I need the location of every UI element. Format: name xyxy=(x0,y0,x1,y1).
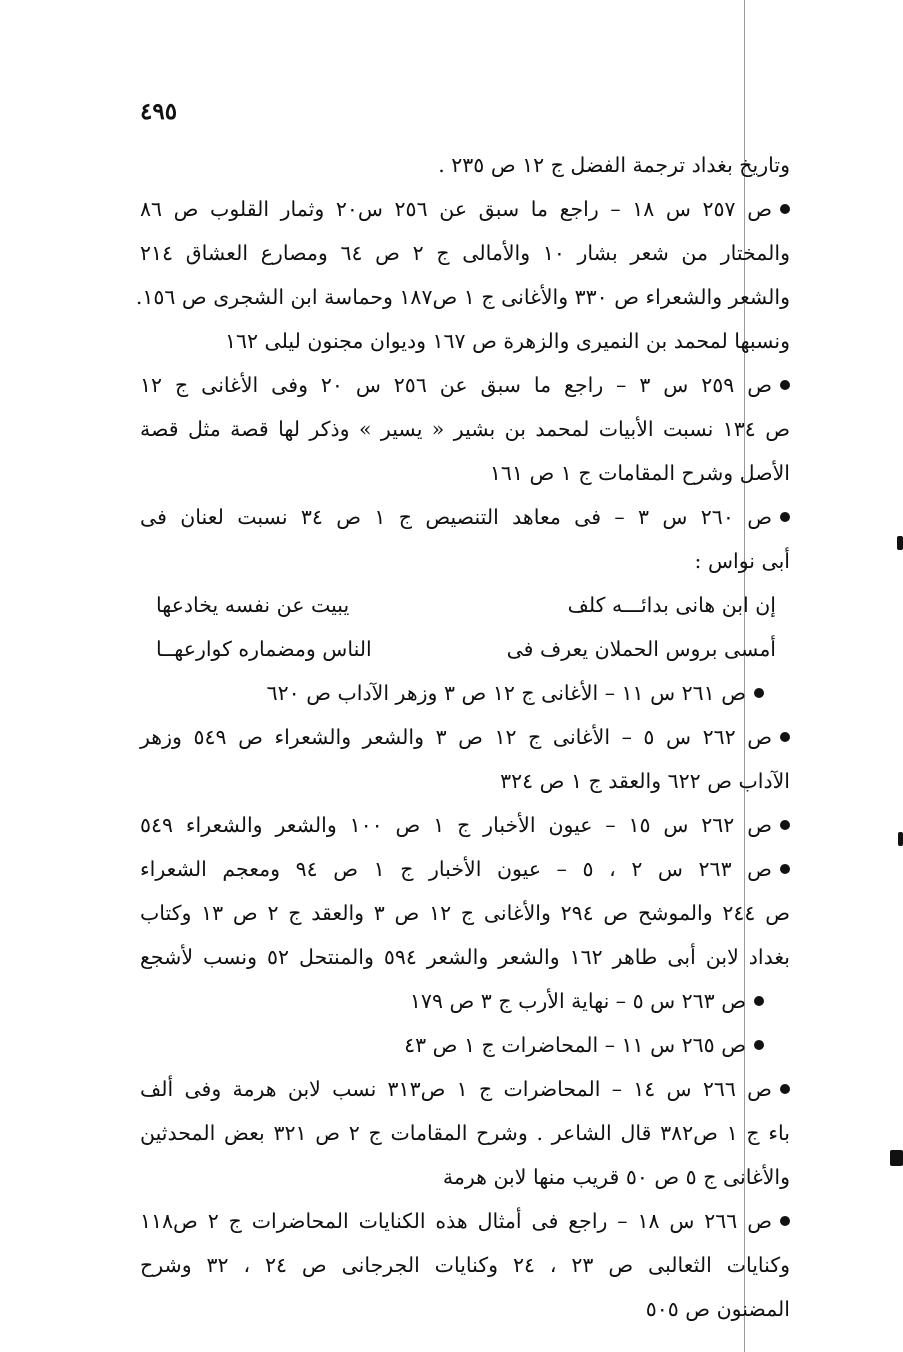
text-line xyxy=(140,451,790,495)
notes-block-1 xyxy=(135,143,790,583)
line-text: ص ٢٦٠ س ٣ – فى معاهد التنصيص ج ١ ص ٣٤ نسبت لعنان فى xyxy=(140,505,772,529)
verse-block xyxy=(140,583,790,671)
text-line xyxy=(140,803,790,847)
text-line xyxy=(140,979,790,1023)
text-line xyxy=(140,715,790,759)
text-line xyxy=(140,1023,790,1067)
text-line xyxy=(140,407,790,451)
text-line xyxy=(140,891,790,935)
line-text: ص ١٣٤ نسبت الأبيات لمحمد بن بشير « يسير » وذكر لها قصة مثل قصة xyxy=(140,417,790,441)
verse-line xyxy=(140,583,790,627)
bullet-icon xyxy=(780,864,790,874)
line-text: الآداب ص ٦٢٢ والعقد ج ١ ص ٣٢٤ xyxy=(500,769,790,793)
line-text: ص ٢٦١ س ١١ – الأغانى ج ١٢ ص ٣ وزهر الآداب ص ٦٢٠ xyxy=(266,681,746,705)
text-line xyxy=(140,363,790,407)
text-line xyxy=(140,1287,790,1331)
document-body xyxy=(135,143,791,1331)
edge-mark xyxy=(898,832,903,846)
verse-first-hemistich: أمسى بروس الحملان يعرف فى xyxy=(506,637,776,661)
verse-second-hemistich: الناس ومضماره كوارعهــا xyxy=(156,637,372,661)
text-line xyxy=(140,319,790,363)
bullet-icon xyxy=(780,380,790,390)
line-text: والأغانى ج ٥ ص ٥٠ قريب منها لابن هرمة xyxy=(442,1165,790,1189)
text-line xyxy=(140,935,790,979)
line-text: ص ٢٦٦ س ١٨ – راجع فى أمثال هذه الكنايات المحاضرات ج ٢ ص١١٨ xyxy=(140,1209,772,1233)
line-text: ص ٢٥٩ س ٣ – راجع ما سبق عن ٢٥٦ س ٢٠ وفى الأغانى ج ١٢ xyxy=(140,373,772,397)
notes-block-2 xyxy=(140,671,790,1331)
text-line xyxy=(140,1067,790,1111)
line-text: الأصل وشرح المقامات ج ١ ص ١٦١ xyxy=(489,461,790,485)
bullet-icon xyxy=(780,1084,790,1094)
text-line xyxy=(140,759,790,803)
text-line xyxy=(140,539,790,583)
line-text: ص ٢٦٢ س ٥ – الأغانى ج ١٢ ص ٣ والشعر والشعراء ص ٥٤٩ وزهر xyxy=(140,725,772,749)
line-text: أبى نواس : xyxy=(694,549,790,573)
text-line xyxy=(140,671,790,715)
text-line xyxy=(140,1243,790,1287)
bullet-icon xyxy=(754,996,764,1006)
edge-mark xyxy=(897,536,903,550)
text-line xyxy=(140,495,790,539)
text-line xyxy=(140,1155,790,1199)
bullet-icon xyxy=(780,204,790,214)
line-text: والشعر والشعراء ص ٣٣٠ والأغانى ج ١ ص١٨٧ وحماسة ابن الشجرى ص ١٥٦. xyxy=(135,285,790,309)
bullet-icon xyxy=(780,820,790,830)
line-text: وتاريخ بغداد ترجمة الفضل ج ١٢ ص ٢٣٥ . xyxy=(438,153,790,177)
text-line xyxy=(140,231,790,275)
bullet-icon xyxy=(780,732,790,742)
line-text: ونسبها لمحمد بن النميرى والزهرة ص ١٦٧ وديوان مجنون ليلى ١٦٢ xyxy=(224,329,790,353)
text-line xyxy=(140,143,790,187)
line-text: ص ٢٦٣ س ٢ ، ٥ – عيون الأخبار ج ١ ص ٩٤ ومعجم الشعراء xyxy=(140,857,772,881)
text-line xyxy=(135,275,790,319)
line-text: ص ٢٦٥ س ١١ – المحاضرات ج ١ ص ٤٣ xyxy=(404,1033,746,1057)
bullet-icon xyxy=(780,1216,790,1226)
line-text: بغداد لابن أبى طاهر ١٦٢ والشعر والشعر ٥٩٤ والمنتحل ٥٢ ونسب لأشجع xyxy=(140,945,790,969)
edge-mark xyxy=(890,1150,903,1166)
bullet-icon xyxy=(780,512,790,522)
text-line xyxy=(140,847,790,891)
line-text: ص ٢٤٤ والموشح ص ٢٩٤ والأغانى ج ١٢ ص ٣ والعقد ج ٢ ص ١٣ وكتاب xyxy=(140,901,790,925)
page-number: ٤٩٥ xyxy=(140,98,178,125)
line-text: باء ج ١ ص٣٨٢ قال الشاعر . وشرح المقامات ج ٢ ص ٣٢١ بعض المحدثين xyxy=(140,1121,790,1145)
text-line xyxy=(140,187,790,231)
line-text: ص ٢٦٦ س ١٤ – المحاضرات ج ١ ص٣١٣ نسب لابن هرمة وفى ألف xyxy=(140,1077,772,1101)
bullet-icon xyxy=(754,1040,764,1050)
line-text: ص ٢٦٢ س ١٥ – عيون الأخبار ج ١ ص ١٠٠ والشعر والشعراء ٥٤٩ xyxy=(140,813,772,837)
line-text: المضنون ص ٥٠٥ xyxy=(645,1297,790,1321)
verse-second-hemistich: يبيت عن نفسه يخادعها xyxy=(156,593,350,617)
text-line xyxy=(140,1199,790,1243)
line-text: ص ٢٥٧ س ١٨ – راجع ما سبق عن ٢٥٦ س٢٠ وثمار القلوب ص ٨٦ xyxy=(140,197,772,221)
line-text: ص ٢٦٣ س ٥ – نهاية الأرب ج ٣ ص ١٧٩ xyxy=(409,989,746,1013)
bullet-icon xyxy=(754,688,764,698)
verse-line xyxy=(140,627,790,671)
line-text: وكنايات الثعالبى ص ٢٣ ، ٢٤ وكنايات الجرجانى ص ٢٤ ، ٣٢ وشرح xyxy=(140,1253,791,1277)
verse-first-hemistich: إن ابن هانى بدائـــه كلف xyxy=(567,593,776,617)
line-text: والمختار من شعر بشار ١٠ والأمالى ج ٢ ص ٦٤ ومصارع العشاق ٢١٤ xyxy=(140,241,790,265)
text-line xyxy=(140,1111,790,1155)
